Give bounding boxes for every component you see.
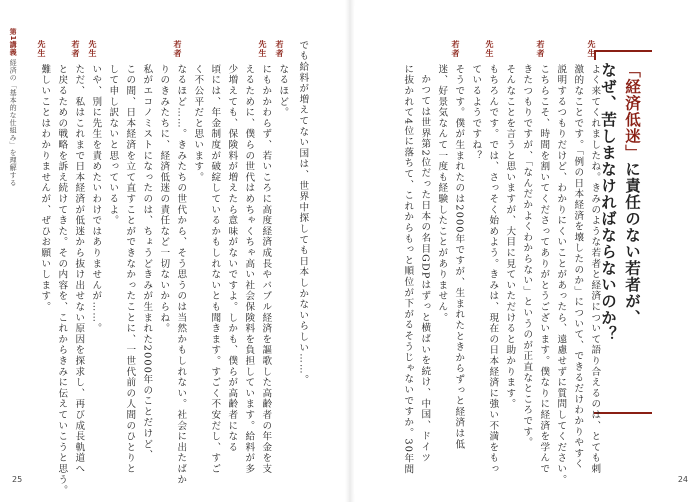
body-line: もちろんです。では、さっそく始めよう。きみは、現在の日本経済に強い不満をもっ xyxy=(487,64,499,475)
body-line: ているようですね？ xyxy=(470,64,482,162)
speaker-label: 先生 xyxy=(88,40,97,58)
body-line: 私がエコノミストになったのは、ちょうどきみが生まれた2000年のことだけど、 xyxy=(141,64,153,461)
body-line: にもかかわらず、若いころに高度経済成長やバブル経済を謳歌した高齢者の年金を支 xyxy=(260,64,272,475)
body-line: いや、別に先生を責めたいわけではありませんが……。 xyxy=(90,64,102,334)
speaker-label: 先生 xyxy=(485,40,494,58)
body-line: なるほど。 xyxy=(277,64,289,118)
body-line: なるほど……。きみたちの世代から、そう思うのは当然かもしれない。社会に出たばか xyxy=(175,64,187,486)
heading-part-1: に責任のない若者が、 xyxy=(623,161,641,326)
body-line: 難しいことはわかりませんが、ぜひお願いします。 xyxy=(39,64,51,313)
speaker-label: 先生 xyxy=(587,40,596,58)
section-heading xyxy=(596,62,644,343)
body-line: 説明するつもりだけど、わかりにくいことがあったら、遠慮せずに質問してください。 xyxy=(555,64,567,486)
speaker-label: 若者 xyxy=(173,40,182,58)
speaker-label: 若者 xyxy=(451,40,460,58)
body-line: と戻るための戦略を訴え続けてきた。その内容を、これからきみに伝えていこうと思う。 xyxy=(56,64,68,496)
speaker-label: 先生 xyxy=(37,40,46,58)
body-line: 迷、好景気なんて一度も経験したことがありません。 xyxy=(436,64,448,324)
heading-part-2: なぜ、苦しまなければならないのか？ xyxy=(598,62,617,343)
body-line: 頃には、年金制度が破綻しているかもしれないとも聞きます。すごく不安だし、すご xyxy=(209,64,221,475)
body-line: そうです。僕が生まれたのは2000年ですが、生まれたときからずっと経済は低 xyxy=(453,64,465,450)
body-line: 激的なことです。「例の日本経済を壊したのか」について、できるだけわかりやすく xyxy=(572,64,584,470)
body-line: りのきみたちに、経済低迷の責任など一切ないからね。 xyxy=(158,64,170,334)
page-number: 25 xyxy=(12,475,23,484)
right-page xyxy=(354,6,698,494)
heading-accent: 「経済低迷」 xyxy=(623,62,641,161)
section-heading-box xyxy=(594,50,652,414)
body-line: く不公平だと思います。 xyxy=(192,64,204,183)
speaker-label: 先生 xyxy=(258,40,267,58)
body-line: そんなことを言うと思いますが、大目に見ていただけると助かります。 xyxy=(504,64,516,410)
body-line: に抜かれて4位に落ちて、これからもっと順位が下がるそうじゃないですか。30年間 xyxy=(402,64,414,475)
chapter-subtitle: 経済の「基本的な仕組み」を理解する xyxy=(9,58,18,187)
chapter-number: 第1講義 xyxy=(9,28,18,56)
page-number: 24 xyxy=(677,475,688,484)
body-line: この間、日本経済を立て直すことができなかったことに、一世代前の人間のひとりと xyxy=(124,64,136,475)
speaker-label: 若者 xyxy=(275,40,284,58)
left-page xyxy=(2,6,346,494)
body-line: して申し訳ないと思っているよ。 xyxy=(107,64,119,226)
body-line: でも給料が増えてない国は、世界中探しても日本しかないらしい……。 xyxy=(297,40,309,386)
body-line: ただ、私はこれまで日本経済が低迷から抜け出せない原因を探求し、再び成長軌道へ xyxy=(73,64,85,475)
body-line: えるために、僕らの世代はめちゃくちゃ高い社会保険料を負担しています。給料が多 xyxy=(243,64,255,475)
body-line: きたつもりですが、「なんだかよくわからない」というのが正直なところです。 xyxy=(521,64,533,448)
body-line: かつては世界第2位だった日本の名目GDPはずっと横ばいを続け、中国、ドイツ xyxy=(419,74,431,464)
chapter-label xyxy=(8,28,17,186)
body-line: 少増えても、保険料が増えたら意味がないですよ。しかも、僕らが高齢者になる xyxy=(226,64,238,453)
speaker-label: 若者 xyxy=(536,40,545,58)
body-line: よく来てくれましたね。きみのような若者と経済について語り合えるのは、とても刺 xyxy=(589,64,601,475)
body-line: こちらこそ、時間を割いてくださってありがとうございます。僕なりに経済を学んで xyxy=(538,64,550,475)
speaker-label: 若者 xyxy=(71,40,80,58)
